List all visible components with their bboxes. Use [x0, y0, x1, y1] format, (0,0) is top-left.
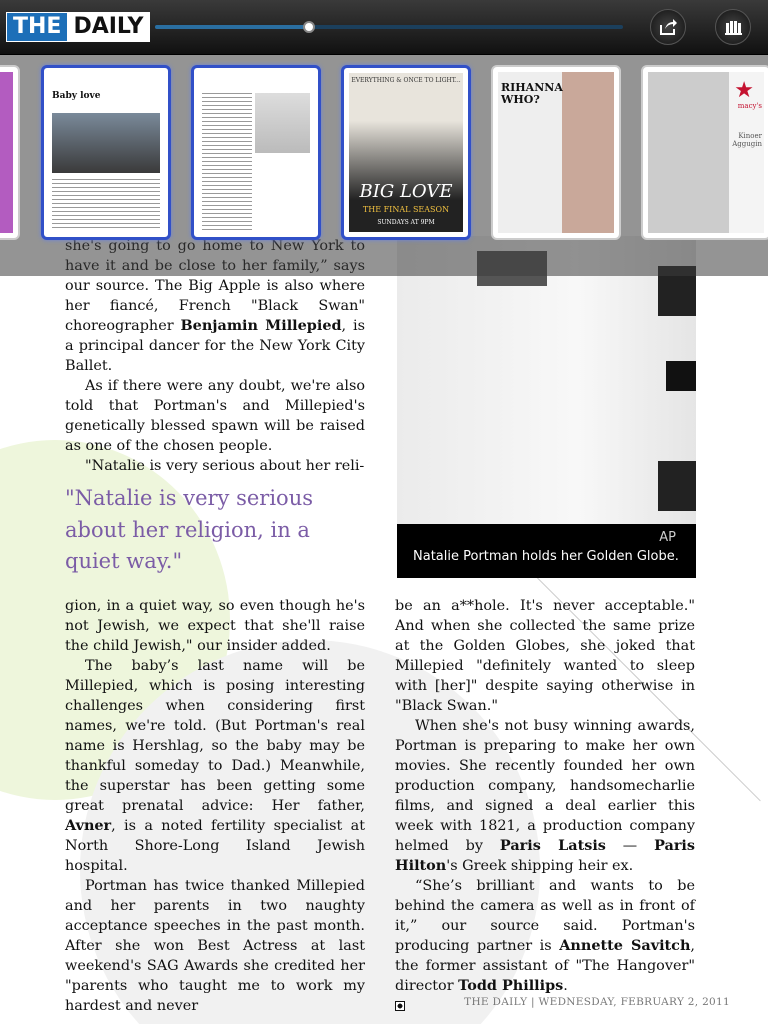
macys-star-icon: ★ — [734, 78, 754, 103]
top-toolbar — [0, 0, 768, 55]
thumb-baby-love-text — [52, 179, 160, 229]
page-thumbnail-strip[interactable] — [0, 55, 768, 276]
share-icon — [658, 17, 678, 37]
thumb-partial-left-page — [0, 72, 13, 233]
thumb-macys-page — [648, 72, 764, 233]
thumb-rihanna[interactable] — [491, 65, 621, 240]
bold-name: Paris Hilton — [395, 837, 695, 874]
bold-name: Annette Savitch — [559, 937, 691, 954]
logo-the: THE — [7, 13, 67, 41]
bold-name: Todd Phillips — [458, 977, 564, 994]
article-paragraph: When she's not busy winning awards, Portman is preparing to make her own movies. She recently founded her own production company, handsomecharlie films, and signed a deal earlier this week with 1821, a production company helmed by Paris Latsis — Paris Hilton's Greek shipping heir ex. — [395, 718, 695, 874]
thumb-big-love-tagline: EVERYTHING & ONCE TO LIGHT... — [351, 77, 461, 84]
library-button[interactable] — [715, 9, 751, 45]
bold-name: Benjamin Millepied — [180, 317, 342, 334]
page-scrubber-fill — [155, 25, 309, 29]
thumb-baby-love-page — [49, 73, 163, 232]
thumb-big-love-subtitle: THE FINAL SEASON — [362, 205, 450, 214]
thumb-article-2-text — [202, 93, 252, 232]
backdrop-logo-20th-century-2 — [658, 461, 696, 511]
article-paragraph: gion, in a quiet way, so even though he's not Jewish, we expect that she'll raise the child Jewish," our insider added. — [65, 598, 365, 654]
thumb-big-love-date: SUNDAYS AT 9PM — [377, 219, 435, 226]
backdrop-logo-fx — [666, 361, 696, 391]
thumb-article-2-page — [199, 73, 313, 232]
article-photo[interactable] — [397, 236, 696, 524]
article-paragraph: our source. The Big Apple is also where her fiancé, French "Black Swan" choreographer Benjamin Millepied, is a principal dancer for the New York City Ballet. — [65, 278, 366, 374]
pull-quote: "Natalie is very serious about her religion, in a quiet way." — [65, 486, 313, 573]
page-scrubber-knob[interactable] — [303, 21, 315, 33]
share-button[interactable] — [650, 9, 686, 45]
thumb-baby-love[interactable] — [41, 65, 171, 240]
thumb-big-love-page — [349, 73, 463, 232]
thumb-baby-love-photo — [52, 113, 160, 173]
article-paragraph: As if there were any doubt, we're also told that Portman's and Millepied's genetically blessed spawn will be raised as one of the chosen people. — [65, 378, 365, 454]
bold-name: Paris Latsis — [499, 837, 606, 854]
thumb-macys-subtitle: Kinoer Aggugin — [732, 132, 762, 148]
thumb-article-2[interactable] — [191, 65, 321, 240]
end-of-article-icon — [395, 1001, 405, 1011]
page-footer: THE DAILY | WEDNESDAY, FEBRUARY 2, 2011 — [464, 996, 730, 1008]
thumb-rihanna-title: RIHANNA WHO? — [501, 81, 563, 106]
photo-caption: Natalie Portman holds her Golden Globe. — [413, 549, 679, 564]
logo-daily: DAILY — [67, 13, 149, 41]
thumb-article-2-photo — [255, 93, 310, 153]
library-icon — [723, 17, 743, 37]
thumb-big-love-title: BIG LOVE — [359, 181, 453, 202]
thumb-big-love[interactable] — [341, 65, 471, 240]
article-column-1-bottom — [65, 596, 365, 1016]
thumb-partial-left[interactable] — [0, 65, 20, 240]
page-scrubber[interactable] — [155, 25, 623, 29]
article-paragraph: "Natalie is very serious about her reli- — [85, 458, 365, 474]
article-paragraph: be an a**hole. It's never acceptable." And when she collected the same prize at the Golden Globes, she joked that Millepied "definitely wanted to sleep with [her]" despite saying otherwise in "Black Swan." — [395, 598, 695, 714]
article-paragraph: Portman has twice thanked Millepied and her parents in two naughty acceptance speeches in the past month. After she won Best Actress at last weekend's SAG Awards she credited her "parents who taught me to work my hardest and never — [65, 878, 365, 1014]
article-paragraph: “She’s brilliant and wants to be behind the camera as well as in front of it,” our source said. Portman's producing partner is Annette Savitch, the former assistant of "The Hangover" director Todd Phillips. — [395, 878, 695, 994]
photo-caption-box — [397, 524, 696, 578]
thumb-macys-title: macy's — [737, 102, 762, 110]
the-daily-logo[interactable] — [6, 12, 150, 42]
photo-credit: AP — [659, 530, 676, 545]
bold-name: Avner — [65, 817, 112, 834]
thumb-baby-love-title: Baby love — [52, 91, 101, 101]
article-column-2-bottom — [395, 596, 695, 1016]
article-paragraph: The baby’s last name will be Millepied, which is posing interesting challenges when considering first names, we're told. (But Portman's real name is Hershlag, so the baby may be thankful someday to Dad.) Meanwhile, the superstar has been getting some great prenatal advice: Her father, Avner, is a noted fertility specialist at North Shore-Long Island Jewish hospital. — [65, 658, 365, 874]
thumb-rihanna-page — [498, 72, 614, 233]
thumb-macys[interactable] — [641, 65, 768, 240]
